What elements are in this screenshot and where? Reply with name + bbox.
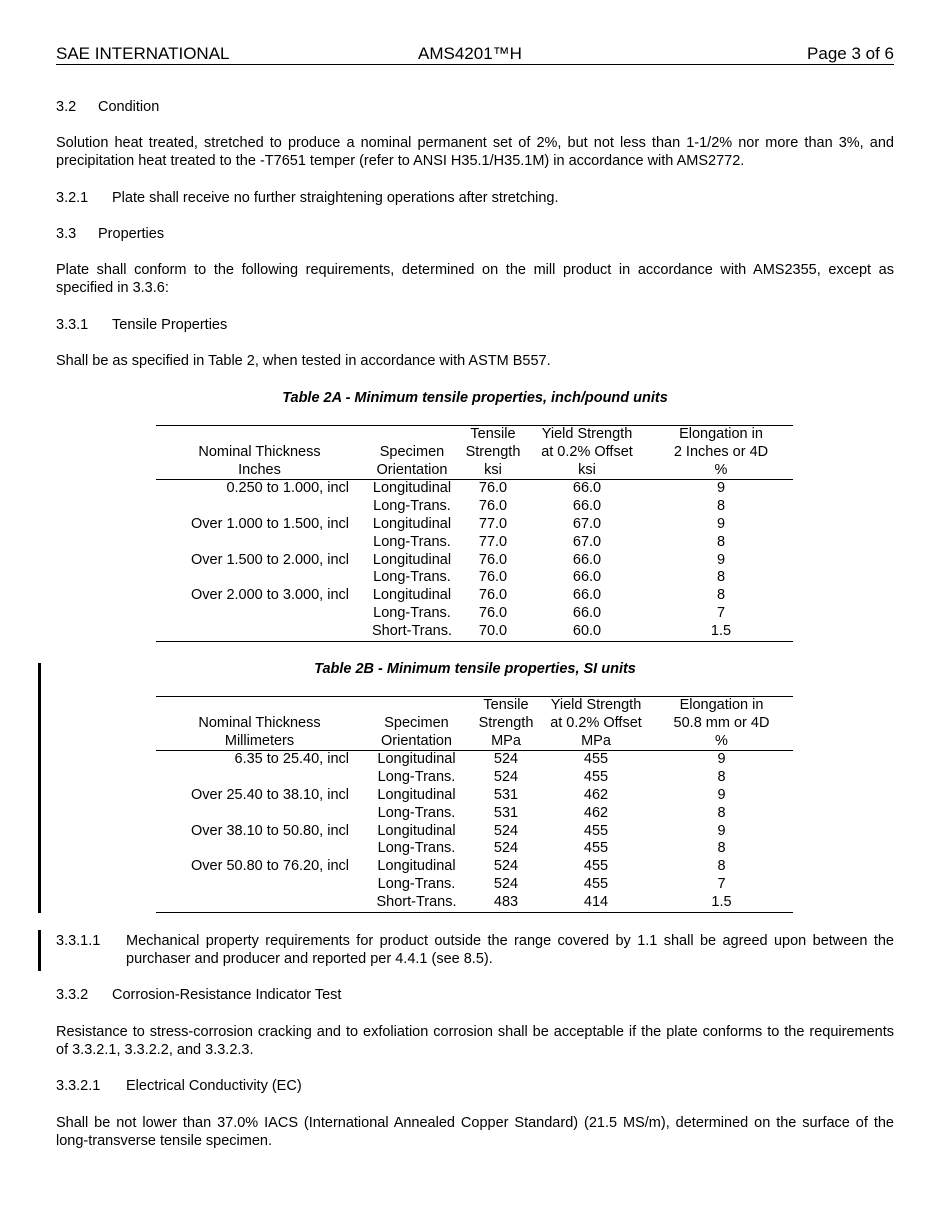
section-title: Properties [98,226,165,242]
section-number: 3.3.2 [56,987,89,1003]
section-heading-3-3 [56,225,894,243]
header-org: SAE INTERNATIONAL [56,44,230,63]
table-row: Long-Trans. 524 455 8 [377,840,726,857]
section-title: Corrosion-Resistance Indicator Test [112,987,342,1003]
table-header-row [156,426,793,480]
paragraph-conductivity: Shall be not lower than 37.0% IACS (International Annealed Copper Standard) (21.5 MS/m), determined on the surface of the long-transverse tensile specimen. [56,1115,894,1149]
paragraph-properties: Plate shall conform to the following requirements, determined on the mill product in accordance with AMS2355, except as specified in 3.3.6: [56,262,894,296]
section-heading-3-2 [56,98,894,116]
revision-bar [38,930,41,971]
table-2b [156,696,793,913]
col-header-orientation: Specimen Orientation [376,443,448,478]
paragraph-corrosion: Resistance to stress-corrosion cracking and to exfoliation corrosion shall be acceptable if the plate conforms to the requirements of 3.3.2.1, 3.3.2.2, and 3.3.2.3. [56,1024,894,1058]
section-number: 3.3 [56,226,77,242]
section-heading-3-3-2 [56,986,894,1004]
section-text: Plate shall receive no further straightening operations after stretching. [112,190,559,206]
header-page-number: Page 3 of 6 [807,44,894,63]
col-header-yield: Yield Strength at 0.2% Offset MPa [550,697,642,749]
paragraph-tensile: Shall be as specified in Table 2, when tested in accordance with ASTM B557. [56,353,551,369]
col-header-thickness: Nominal Thickness Inches [198,443,321,478]
col-header-thickness: Nominal Thickness Millimeters [198,714,321,749]
col-header-elongation: Elongation in 2 Inches or 4D % [673,426,769,478]
table-2a-caption: Table 2A - Minimum tensile properties, inch/pound units [282,390,668,406]
table-row: Short-Trans. 483 414 1.5 [156,894,793,912]
header-doc-number: AMS4201™H [418,44,522,63]
table-row: Long-Trans. 524 455 7 [377,875,726,892]
section-3-2-1 [56,189,894,207]
table-row: Long-Trans. 76.0 66.0 7 [373,604,726,621]
table-row: Over 2.000 to 3.000, incl Longitudinal 76.0 66.0 8 [191,587,726,604]
col-header-elongation: Elongation in 50.8 mm or 4D % [673,697,770,749]
table-row: Long-Trans. 76.0 66.0 8 [373,569,726,586]
col-header-yield: Yield Strength at 0.2% Offset ksi [541,426,633,478]
table-row: 0.250 to 1.000, incl Longitudinal 76.0 66.0 9 [226,480,726,497]
section-number: 3.2 [56,99,77,115]
section-number: 3.3.1.1 [56,933,101,949]
section-title: Condition [98,99,160,115]
col-header-tensile: Tensile Strength MPa [478,697,534,749]
table-row: Over 25.40 to 38.10, incl Longitudinal 531 462 9 [191,786,726,803]
section-heading-3-3-2-1 [56,1077,894,1095]
table-row: Long-Trans. 531 462 8 [377,804,726,821]
section-number: 3.3.2.1 [56,1078,101,1094]
section-text: Mechanical property requirements for product outside the range covered by 1.1 shall be agreed upon between the purchaser and producer and reported per 4.4.1 (see 8.5). [126,933,894,967]
table-row: Short-Trans. 70.0 60.0 1.5 [156,623,793,641]
section-number: 3.2.1 [56,190,89,206]
revision-bar [38,663,41,913]
table-row: Over 1.000 to 1.500, incl Longitudinal 77.0 67.0 9 [191,515,726,532]
table-row: 6.35 to 25.40, incl Longitudinal 524 455 9 [234,751,726,768]
col-header-orientation: Specimen Orientation [381,714,452,749]
table-row: Long-Trans. 524 455 8 [377,769,726,786]
table-2b-caption: Table 2B - Minimum tensile properties, SI units [314,661,636,677]
table-2a [156,425,793,642]
section-3-3-1-1 [56,932,894,968]
table-row: Over 38.10 to 50.80, incl Longitudinal 524 455 9 [191,822,726,839]
section-title: Tensile Properties [112,317,228,333]
table-row: Long-Trans. 76.0 66.0 8 [373,498,726,515]
table-row: Over 50.80 to 76.20, incl Longitudinal 524 455 8 [191,858,726,875]
section-title: Electrical Conductivity (EC) [126,1078,302,1094]
table-header-row [156,697,793,751]
table-row: Long-Trans. 77.0 67.0 8 [373,533,726,550]
section-heading-3-3-1 [56,316,894,334]
paragraph-condition: Solution heat treated, stretched to produce a nominal permanent set of 2%, but not less than 1-1/2% nor more than 3%, and precipitation heat treated to the -T7651 temper (refer to ANSI H35.1/H35.1M) in accordance with AMS2772. [56,135,894,169]
col-header-tensile: Tensile Strength ksi [465,426,521,478]
section-number: 3.3.1 [56,317,89,333]
table-row: Over 1.500 to 2.000, incl Longitudinal 76.0 66.0 9 [191,551,726,568]
page-header [56,44,894,65]
